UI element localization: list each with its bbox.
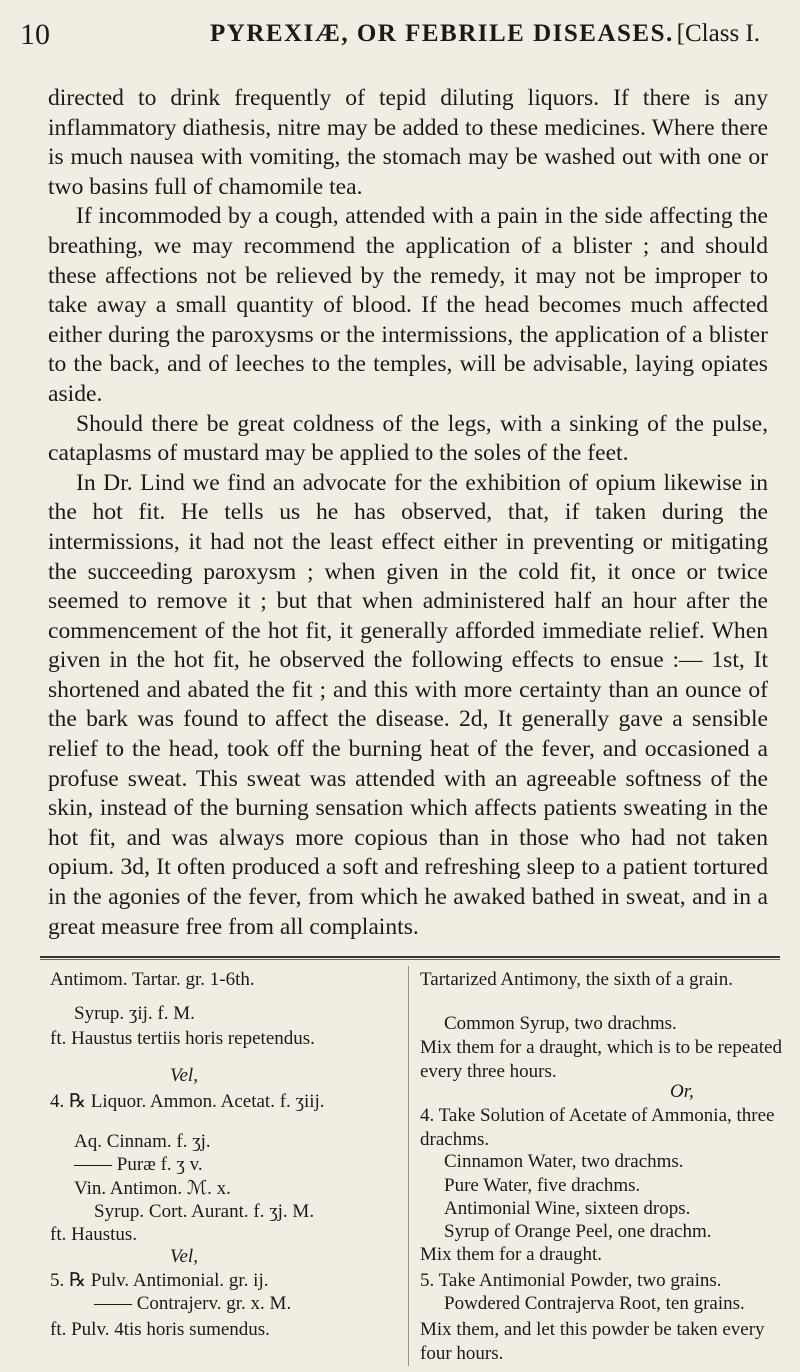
rx-line: Antimom. Tartar. gr. 1-6th. <box>50 969 255 990</box>
rx-line: ft. Haustus tertiis horis repetendus. <box>50 1028 315 1049</box>
running-title: PYREXIÆ, OR FEBRILE DISEASES. <box>210 20 674 47</box>
paragraph-3: Should there be great coldness of the legs, with a sinking of the pulse, cataplasms of mustard may be applied to the soles of the feet. <box>48 410 768 467</box>
rx-line: Mix them, and let this powder be taken every four hours. <box>420 1319 765 1364</box>
paragraph-1: directed to drink frequently of tepid diluting liquors. If there is any inflammatory diathesis, nitre may be added to these medicines. Where there is much nausea with vomiting, the stomach may be washed out with one or two basins full of chamomile tea. <box>48 85 768 200</box>
rx-line: Aq. Cinnam. f. ʒj. <box>74 1131 211 1152</box>
paragraph-2: If incommoded by a cough, attended with a pain in the side affecting the breathing, we may recommend the application of a blister ; and should these affections not be relieved by the remedy, it may not be improper to take away a small quantity of blood. If the head becomes much affected either during the paroxysms or the intermissions, the application of a blister to the back, and of leeches to the temples, will be advisable, laying opiates aside. <box>48 203 768 407</box>
page-number: 10 <box>20 18 50 51</box>
column-divider <box>408 966 409 1366</box>
or-label: Or, <box>670 1081 694 1102</box>
rx-line: ft. Haustus. <box>50 1224 138 1245</box>
rx-line: Mix them for a draught. <box>420 1244 603 1265</box>
section-rule-thin <box>40 959 780 960</box>
rx-line: Syrup. Cort. Aurant. f. ʒj. M. <box>94 1201 315 1222</box>
body-text <box>48 84 768 942</box>
rx-line: —— Puræ f. ʒ v. <box>74 1154 203 1175</box>
rx-line: Mix them for a draught, which is to be repeated every three hours. <box>420 1037 782 1082</box>
rx-line: 5. Take Antimonial Powder, two grains. <box>420 1270 722 1291</box>
rx-line: —— Contrajerv. gr. x. M. <box>94 1293 292 1314</box>
rx-line: Vin. Antimon. ℳ. x. <box>74 1178 231 1199</box>
rx-line: Syrup. ʒij. f. M. <box>74 1003 195 1024</box>
rx-line: Syrup of Orange Peel, one drachm. <box>444 1221 712 1242</box>
paragraph-4: In Dr. Lind we find an advocate for the exhibition of opium likewise in the hot fit. He tells us he has observed, that, if taken during the intermissions, it had not the least effect either in preventing or mitigating the succeeding paroxysm ; when given in the cold fit, it once or twice seemed to remove it ; but that when administered half an hour after the commencement of the hot fit, it generally afforded immediate relief. When given in the hot fit, he observed the following effects to ensue :— 1st, It shortened and abated the fit ; and this with more certainty than an ounce of the bark was found to affect the disease. 2d, It generally gave a sensible relief to the head, took off the burning heat of the fever, and occasioned a profuse sweat. This sweat was attended with an agreeable softness of the skin, instead of the burning sensation which affects patients sweating in the hot fit, and was always more copious than in those who had not taken opium. 3d, It often produced a soft and refreshing sleep to a patient tortured in the agonies of the fever, from which he awaked bathed in sweat, and in a great measure free from all complaints. <box>48 469 768 940</box>
rx-line: Pure Water, five drachms. <box>444 1175 641 1196</box>
rx-line: 5. ℞ Pulv. Antimonial. gr. ij. <box>50 1270 269 1291</box>
rx-line: Antimonial Wine, sixteen drops. <box>444 1198 691 1219</box>
rx-line: 4. ℞ Liquor. Ammon. Acetat. f. ʒiij. <box>50 1091 325 1112</box>
page-header <box>20 18 760 58</box>
section-rule <box>40 956 780 958</box>
rx-line: Common Syrup, two drachms. <box>444 1013 677 1034</box>
rx-line: Tartarized Antimony, the sixth of a grain. <box>420 969 733 990</box>
vel-label: Vel, <box>170 1065 198 1086</box>
rx-line: 4. Take Solution of Acetate of Ammonia, three drachms. <box>420 1105 775 1150</box>
rx-line: Cinnamon Water, two drachms. <box>444 1151 684 1172</box>
class-label: [Class I. <box>676 20 760 47</box>
rx-line: ft. Pulv. 4tis horis sumendus. <box>50 1319 270 1340</box>
vel-label: Vel, <box>170 1246 198 1267</box>
rx-line: Powdered Contrajerva Root, ten grains. <box>444 1293 745 1314</box>
